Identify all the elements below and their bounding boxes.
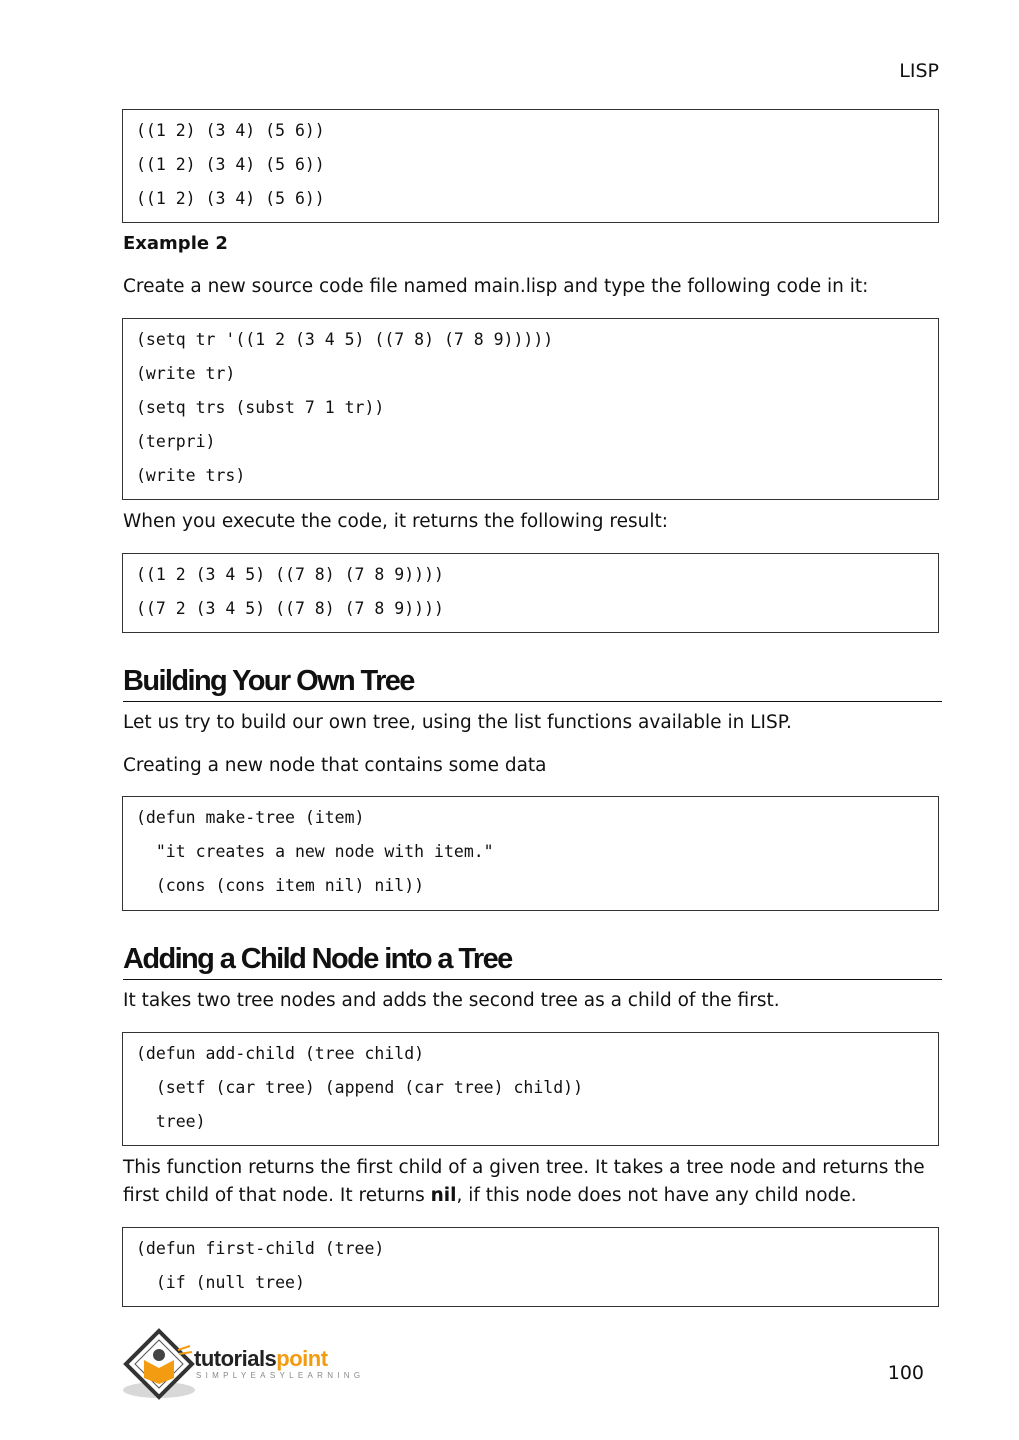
code-output-block-1 [122,109,939,223]
code-line: ((1 2) (3 4) (5 6)) [136,189,325,208]
code-line: (defun make-tree (item) [136,808,365,827]
logo-wordmark [194,1346,328,1372]
logo-wordmark-main: tutorials [194,1346,277,1371]
section-heading-building-tree: Building Your Own Tree [123,663,942,702]
code-line: (if (null tree) [136,1273,305,1292]
section-heading-adding-child: Adding a Child Node into a Tree [123,941,942,980]
code-block-add-child [122,1032,939,1146]
code-output-block-2 [122,553,939,633]
code-line: ((1 2) (3 4) (5 6)) [136,155,325,174]
code-line: ((1 2 (3 4 5) ((7 8) (7 8 9)))) [136,565,444,584]
tutorialspoint-logo [122,1328,367,1402]
section1-para2: Creating a new node that contains some data [123,755,547,776]
code-line: (write trs) [136,466,246,485]
code-line: (defun add-child (tree child) [136,1044,425,1063]
bold-nil: nil [430,1185,457,1206]
code-line: (defun first-child (tree) [136,1239,385,1258]
code-block-make-tree [122,796,939,911]
logo-emblem-icon [122,1328,197,1402]
code-block-first-child [122,1227,939,1307]
code-line: (setq trs (subst 7 1 tr)) [136,398,385,417]
code-line: tree) [136,1112,206,1131]
logo-wordmark-accent: point [276,1346,328,1371]
code-line: (write tr) [136,364,236,383]
code-line: "it creates a new node with item." [136,842,494,861]
result-intro: When you execute the code, it returns the following result: [123,511,668,532]
section1-para1: Let us try to build our own tree, using the list functions available in LISP. [123,712,792,733]
code-line: (setq tr '((1 2 (3 4 5) ((7 8) (7 8 9))))) [136,330,554,349]
running-header: LISP [899,60,939,82]
section2-para2 [123,1154,945,1210]
code-block-example2 [122,318,939,500]
code-line: (terpri) [136,432,216,451]
example-intro: Create a new source code file named main.lisp and type the following code in it: [123,276,869,297]
code-line: (cons (cons item nil) nil)) [136,876,425,895]
code-line: ((7 2 (3 4 5) ((7 8) (7 8 9)))) [136,599,444,618]
example-heading: Example 2 [123,233,228,254]
logo-tagline: SIMPLYEASYLEARNING [196,1371,365,1380]
para-text: This function returns the first child of a given tree. It takes a tree node and returns the first child of that node. It returns [123,1157,925,1206]
page-number: 100 [887,1362,924,1384]
code-line: ((1 2) (3 4) (5 6)) [136,121,325,140]
para-text: , if this node does not have any child node. [456,1185,857,1206]
section2-para1: It takes two tree nodes and adds the second tree as a child of the first. [123,990,780,1011]
code-line: (setf (car tree) (append (car tree) child)) [136,1078,584,1097]
